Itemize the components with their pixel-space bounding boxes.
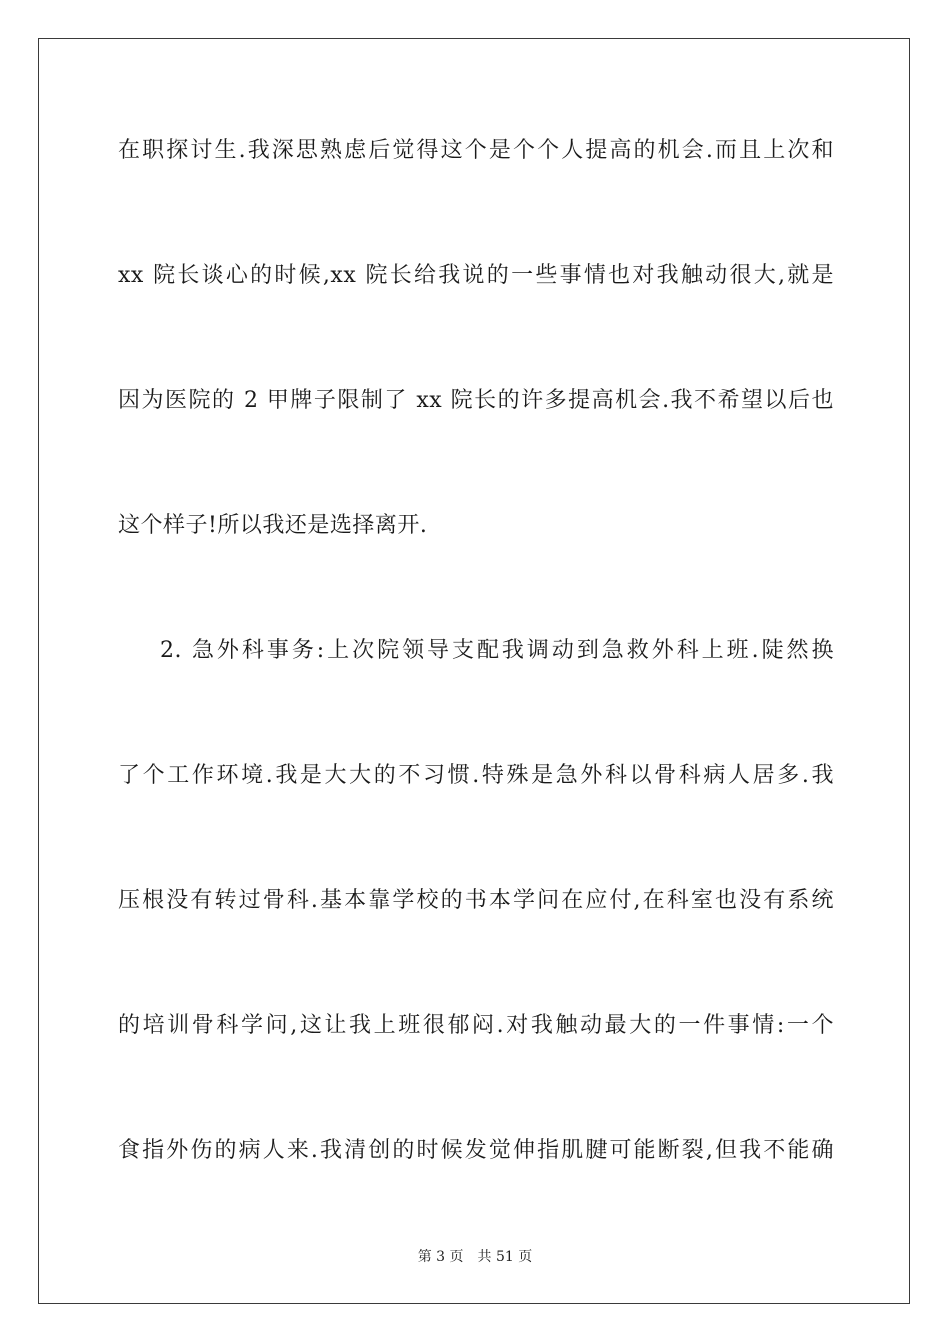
text-line: 在职探讨生.我深思熟虑后觉得这个是个个人提高的机会.而且上次和	[118, 138, 834, 163]
text-line: 因为医院的 2 甲牌子限制了 xx 院长的许多提高机会.我不希望以后也	[118, 388, 834, 413]
page-border	[38, 38, 910, 1304]
text-line: 压根没有转过骨科.基本靠学校的书本学问在应付,在科室也没有系统	[118, 888, 834, 913]
text-line: xx 院长谈心的时候,xx 院长给我说的一些事情也对我触动很大,就是	[118, 263, 834, 288]
text-line: 的培训骨科学问,这让我上班很郁闷.对我触动最大的一件事情:一个	[118, 1013, 834, 1038]
page-number: 第 3 页	[417, 1249, 464, 1265]
page-footer	[0, 1248, 950, 1266]
text-line: 了个工作环境.我是大大的不习惯.特殊是急外科以骨科病人居多.我	[118, 763, 834, 788]
numbered-paragraph-start: 2. 急外科事务:上次院领导支配我调动到急救外科上班.陡然换	[160, 638, 834, 663]
text-line: 食指外伤的病人来.我清创的时候发觉伸指肌腱可能断裂,但我不能确	[118, 1138, 834, 1163]
page-total: 共 51 页	[477, 1249, 533, 1265]
text-line: 这个样子!所以我还是选择离开.	[118, 513, 428, 538]
